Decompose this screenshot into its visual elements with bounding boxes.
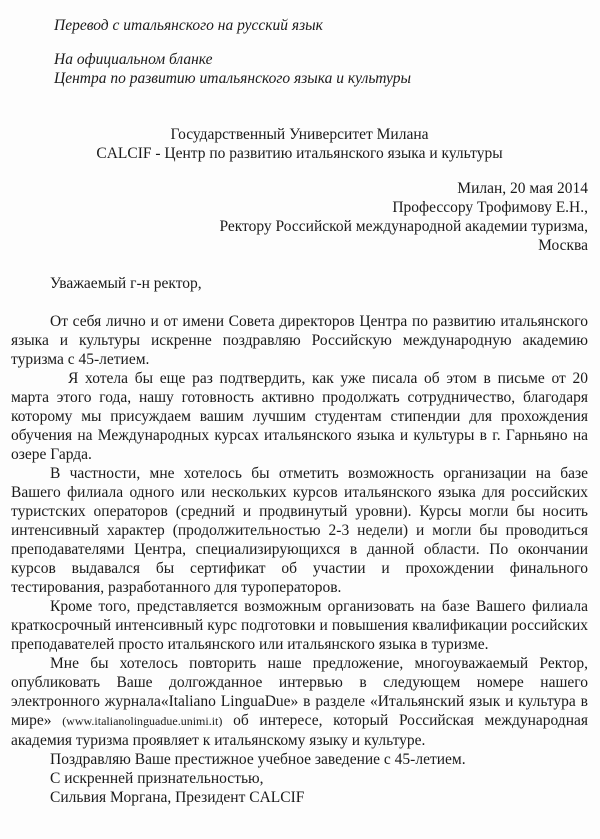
place-date: Милан, 20 мая 2014 [457,180,588,197]
paragraph-cooperation: Я хотела бы еще раз подтвердить, как уже писала об этом в письме от 20 марта этого года, нашу готовность активно продолжать сотрудничество, благодаря которому мы присуждаем вашим лучшим студентам стипендии для прохождения обучения на Международных курсах итальянского языка и культуры в г. Гарньяно на озере Гарда. [11,370,588,463]
center-name: CALCIF - Центр по развитию итальянского языка и культуры [96,145,503,162]
journal-url: (www.italianolinguadue.unimi.it) [62,714,223,728]
interview-text-before-url: Мне бы хотелось повторить наше предложение, многоуважаемый Ректор, опубликовать Ваше долгожданное интервью в следующем номере нашего электронного журнала«Italiano LinguaDue» в разделе «Итальянский язык и культура в мире» [11,655,588,729]
signature-line: Сильвия Моргана, Президент CALCIF [50,789,305,806]
address-block [11,179,588,255]
paragraph-courses-proposal: В частности, мне хотелось бы отметить возможность организации на базе Вашего филиала одного или нескольких курсов итальянского языка для российских туристских операторов (средний и продвинутый уровни). Курсы могли бы носить интенсивный характер (продолжительностью 2-3 недели) и могли бы проводиться преподавателями Центра, специализирующихся в данной области. По окончании курсов выдавался бы сертификат об участии и прохождении финального тестирования, разработанного для туроператоров. [11,465,588,596]
interview-text-after-url: об интересе, который Российская международная академия туризма проявляет к итальянскому языку и культуре. [11,712,588,749]
university-name: Государственный Университет Милана [170,126,429,143]
recipient-name: Профессору Трофимову Е.Н., [392,199,588,216]
organization-header [11,125,588,163]
salutation: Уважаемый г-н ректор, [50,275,202,292]
closing-line: С искренней признательностью, [50,770,264,787]
recipient-city: Москва [538,237,588,254]
letterhead-note-line2: Центра по развитию итальянского языка и культуры [54,70,411,87]
paragraph-teacher-training: Кроме того, представляется возможным организовать на базе Вашего филиала краткосрочный интенсивный курс подготовки и повышения квалификации российских преподавателей просто итальянского или итальянского языка в туризме. [11,598,588,653]
final-congratulation-line: Поздравляю Ваше престижное учебное заведение с 45-летием. [50,751,466,768]
paragraph-interview [11,654,588,750]
translation-note: Перевод с итальянского на русский язык [54,17,323,34]
letterhead-note-line1: На официальном бланке [54,51,213,68]
paragraph-congratulation: От себя лично и от имени Совета директоров Центра по развитию итальянского языка и культуры искренне поздравляю Российскую международную академию туризма с 45-летием. [11,313,588,368]
recipient-title: Ректору Российской международной академии туризма, [219,218,588,235]
